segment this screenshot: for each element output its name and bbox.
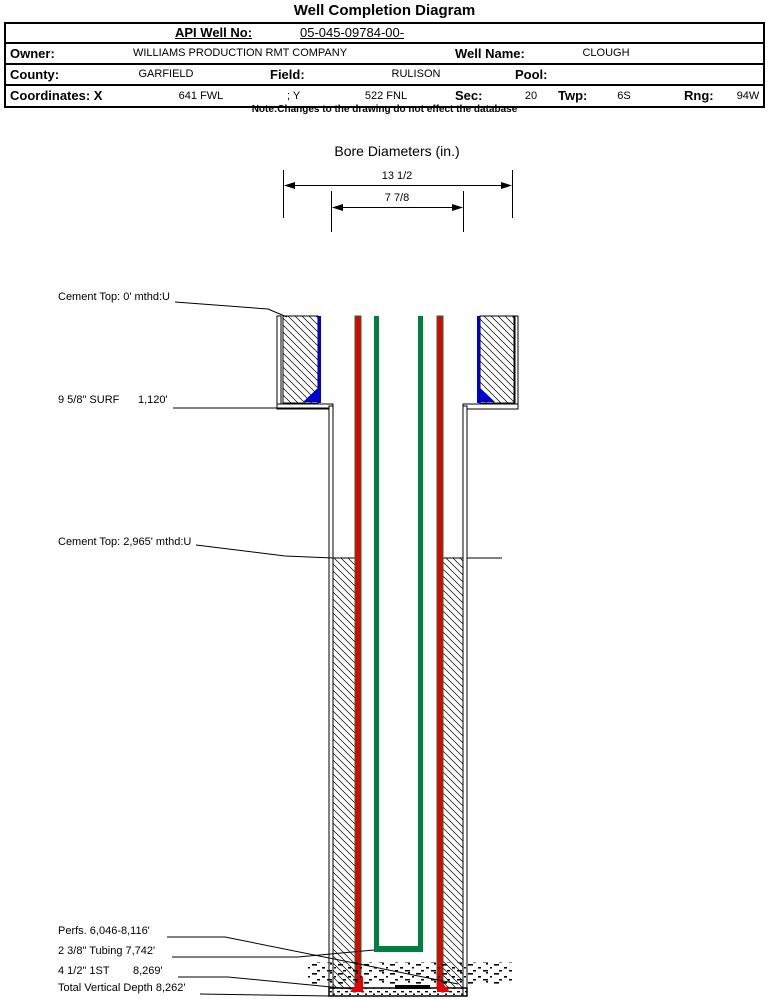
perforation-band	[308, 962, 512, 984]
outer-borehole-left-wall	[277, 316, 281, 409]
twp-value: 6S	[617, 90, 631, 102]
left-arrowhead	[284, 182, 295, 189]
api-label: API Well No:	[175, 25, 253, 40]
tvd-label: Total Vertical Depth 8,262'	[58, 982, 186, 994]
well-name-value: CLOUGH	[582, 47, 630, 59]
county-label: County:	[10, 67, 60, 82]
tubing-left	[374, 316, 379, 950]
rng-value: 94W	[736, 90, 760, 102]
field-value: RULISON	[391, 68, 441, 80]
surface-cement-left	[283, 316, 318, 403]
perfs-label: Perfs. 6,046-8,116'	[58, 925, 150, 937]
tubing-label: 2 3/8" Tubing 7,742'	[58, 945, 156, 957]
production-cement-left	[333, 558, 355, 988]
well-name-label: Well Name:	[455, 46, 525, 61]
cement-top-surface-label: Cement Top: 0' mthd:U	[58, 291, 170, 303]
right-arrowhead	[501, 182, 512, 189]
leader-tvd	[200, 994, 330, 996]
right-arrowhead	[452, 204, 463, 211]
coordinates-label: Coordinates: X	[10, 88, 103, 103]
coord-y-label: ; Y	[287, 90, 301, 102]
outer-diameter-value: 13 1/2	[381, 170, 413, 182]
county-value: GARFIELD	[138, 68, 194, 80]
surface-casing-depth: 1,120'	[138, 394, 168, 406]
coord-x-value: 641 FWL	[178, 90, 224, 102]
tubing-right	[418, 316, 423, 950]
rng-label: Rng:	[684, 88, 714, 103]
owner-label: Owner:	[10, 46, 55, 61]
sec-value: 20	[524, 90, 538, 102]
bottom-plug	[395, 985, 430, 989]
surface-step-right	[463, 404, 518, 409]
borehole-left-wall	[329, 406, 333, 996]
surface-cement-right	[480, 316, 515, 403]
leader-cement-top-production	[196, 545, 333, 558]
inner-diameter-value: 7 7/8	[384, 192, 410, 204]
leader-cement-top-surface	[175, 302, 287, 317]
database-note: Note:Changes to the drawing do not effect the database	[251, 104, 518, 115]
page-title: Well Completion Diagram	[293, 2, 476, 19]
production-cement-right	[443, 558, 463, 988]
owner-value: WILLIAMS PRODUCTION RMT COMPANY	[132, 47, 348, 59]
borehole-right-wall	[463, 406, 467, 996]
bore-diameters-title: Bore Diameters (in.)	[334, 143, 460, 159]
sec-label: Sec:	[455, 88, 483, 103]
api-value: 05-045-09784-00-	[300, 25, 405, 40]
production-casing-depth: 8,269'	[133, 965, 163, 977]
left-arrowhead	[332, 204, 343, 211]
cement-top-production-label: Cement Top: 2,965' mthd:U	[58, 536, 192, 548]
coord-y-value: 522 FNL	[364, 90, 408, 102]
production-casing-label: 4 1/2" 1ST	[58, 965, 110, 977]
tubing-bottom	[374, 946, 423, 952]
production-casing-left	[355, 316, 361, 988]
twp-label: Twp:	[558, 88, 588, 103]
pool-label: Pool:	[515, 67, 548, 82]
surface-casing-label: 9 5/8" SURF	[58, 394, 120, 406]
production-casing-right	[437, 316, 443, 988]
field-label: Field:	[270, 67, 305, 82]
